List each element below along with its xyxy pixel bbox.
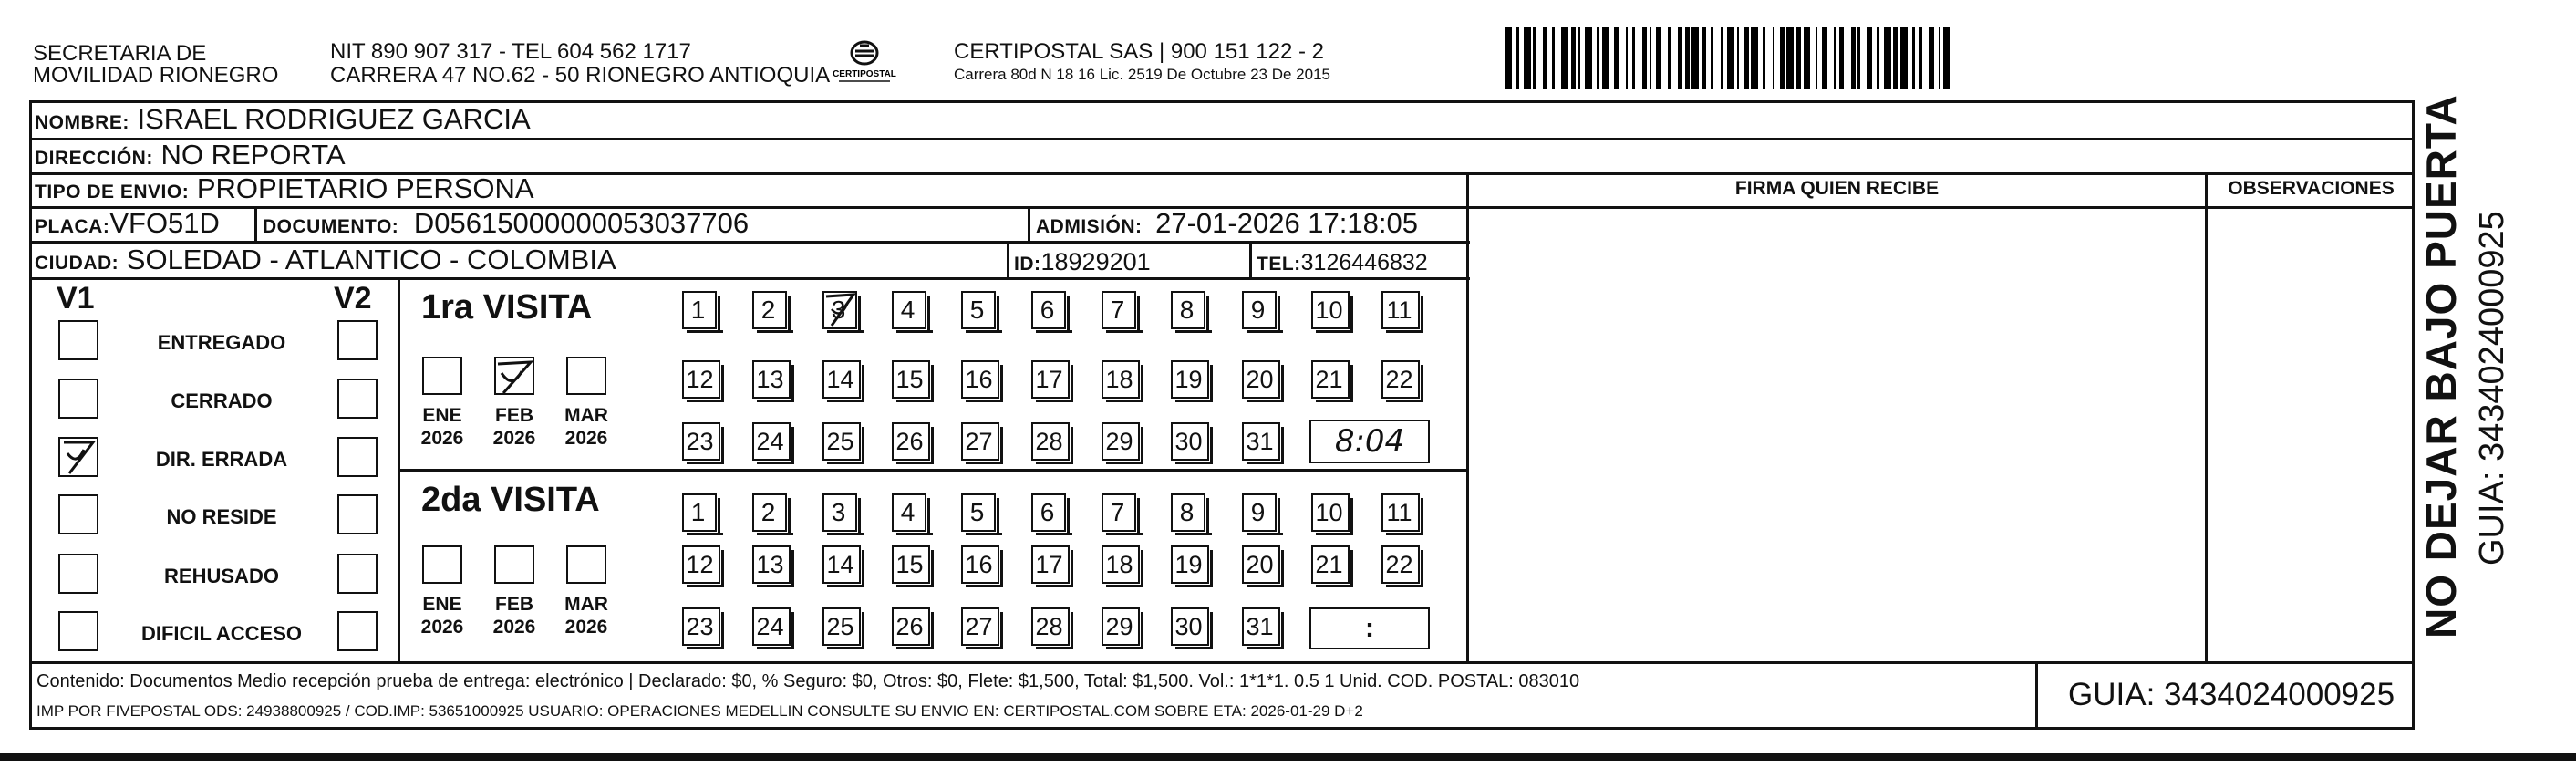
logo-text: CERTIPOSTAL <box>833 69 896 79</box>
v1-checkbox[interactable] <box>58 379 98 419</box>
day-box[interactable] <box>752 493 787 532</box>
day-number: 29 <box>1105 428 1133 455</box>
tel-value: 3126446832 <box>1300 250 1428 275</box>
tipo-label: TIPO DE ENVIO: <box>35 182 190 202</box>
day-box[interactable] <box>961 545 999 584</box>
day-box[interactable] <box>1171 493 1205 532</box>
placa-label: PLACA: <box>35 216 110 237</box>
admision-cell <box>1036 208 1418 243</box>
day-box[interactable] <box>1171 545 1209 584</box>
month-name: ENE <box>422 594 462 615</box>
month-year: 2026 <box>420 617 464 638</box>
direccion-label: DIRECCIÓN: <box>35 148 153 169</box>
day-box[interactable] <box>1381 493 1420 532</box>
day-number: 15 <box>895 551 924 578</box>
day-box[interactable] <box>1031 360 1070 399</box>
v1-header: V1 <box>57 281 95 316</box>
day-number: 13 <box>756 366 784 393</box>
tel-cell <box>1257 247 1428 280</box>
day-number: 12 <box>686 551 714 578</box>
month-year: 2026 <box>564 428 608 449</box>
admision-label: ADMISIÓN: <box>1036 216 1143 237</box>
day-box[interactable] <box>1031 545 1070 584</box>
day-box[interactable] <box>1102 493 1136 532</box>
status-option-label: CERRADO <box>171 389 273 412</box>
footer-contenido: Contenido: Documentos Medio recepción prueba de entrega: electrónico | Declarado: $0, % Seguro: $0, Otros: $0, Flete: $1,500, Total: $1,500. Vol.: 1*1*1. 0.5 1 Unid. COD. POSTAL: 083010 <box>36 671 1580 691</box>
day-number: 16 <box>965 551 993 578</box>
month-checkbox-mar[interactable] <box>566 357 606 395</box>
day-box[interactable] <box>682 493 717 532</box>
day-number: 5 <box>969 296 985 324</box>
month-checkbox-ene[interactable] <box>422 357 462 395</box>
day-number: 16 <box>965 366 993 393</box>
day-number: 4 <box>900 296 916 324</box>
day-number: 27 <box>965 613 993 640</box>
day-number: 8 <box>1179 498 1195 526</box>
day-number: 28 <box>1035 428 1063 455</box>
day-box[interactable] <box>1242 607 1280 646</box>
day-box[interactable] <box>1311 360 1350 399</box>
footer-imp: IMP POR FIVEPOSTAL ODS: 24938800925 / COD.IMP: 53651000925 USUARIO: OPERACIONES MEDELLIN CONSULTE SU ENVIO EN: CERTIPOSTAL.COM SOBRE ETA: 2026-01-29 D+2 <box>36 702 1363 720</box>
v2-checkbox[interactable] <box>337 320 378 360</box>
day-box[interactable] <box>682 360 720 399</box>
day-box[interactable] <box>682 607 720 646</box>
certipostal-logo <box>832 36 897 88</box>
day-box[interactable] <box>1242 360 1280 399</box>
day-box[interactable] <box>1171 360 1209 399</box>
ciudad-label: CIUDAD: <box>35 253 119 274</box>
v1-checkbox[interactable] <box>58 494 98 534</box>
day-number: 30 <box>1174 428 1203 455</box>
day-box[interactable] <box>961 493 996 532</box>
month-checkbox-mar[interactable] <box>566 545 606 584</box>
day-box[interactable] <box>1311 493 1350 532</box>
day-number: 14 <box>826 551 854 578</box>
day-box[interactable] <box>752 545 791 584</box>
day-number: 4 <box>900 498 916 526</box>
day-box[interactable] <box>892 291 926 329</box>
signature-area[interactable] <box>1472 212 2201 659</box>
day-number: 3 <box>831 296 846 324</box>
v2-checkbox[interactable] <box>337 437 378 477</box>
tel-label: TEL: <box>1257 254 1301 275</box>
day-check-mark <box>822 291 859 327</box>
day-box[interactable] <box>892 360 930 399</box>
day-number: 22 <box>1385 551 1413 578</box>
day-number: 26 <box>895 428 924 455</box>
day-box[interactable] <box>1381 291 1420 329</box>
day-box[interactable] <box>1031 493 1066 532</box>
day-box[interactable] <box>892 607 930 646</box>
day-box[interactable] <box>682 545 720 584</box>
day-box[interactable] <box>892 422 930 461</box>
day-box[interactable] <box>1102 545 1140 584</box>
day-number: 23 <box>686 428 714 455</box>
day-box[interactable] <box>822 360 861 399</box>
month-year: 2026 <box>564 617 608 638</box>
v1-checkbox[interactable] <box>58 554 98 594</box>
visit2-time-box[interactable] <box>1309 607 1430 649</box>
v2-header: V2 <box>334 281 372 316</box>
id-label: ID: <box>1014 254 1041 275</box>
day-box[interactable] <box>892 493 926 532</box>
day-box[interactable] <box>1242 493 1277 532</box>
status-option-label: DIFICIL ACCESO <box>140 622 302 645</box>
observations-area[interactable] <box>2210 212 2411 659</box>
day-number: 1 <box>690 498 706 526</box>
nombre-label: NOMBRE: <box>35 112 129 133</box>
day-number: 1 <box>690 296 706 324</box>
day-number: 29 <box>1105 613 1133 640</box>
day-number: 9 <box>1250 498 1266 526</box>
day-number: 25 <box>826 428 854 455</box>
day-number: 10 <box>1315 499 1343 526</box>
day-box[interactable] <box>1242 422 1280 461</box>
day-number: 6 <box>1040 498 1055 526</box>
v2-checkbox[interactable] <box>337 379 378 419</box>
day-box[interactable] <box>1031 607 1070 646</box>
direccion-row <box>35 140 346 174</box>
day-number: 31 <box>1246 613 1274 640</box>
status-option-label: REHUSADO <box>164 565 279 587</box>
nombre-value: ISRAEL RODRIGUEZ GARCIA <box>137 103 531 135</box>
day-box[interactable] <box>1102 291 1136 329</box>
day-box[interactable] <box>1242 291 1277 329</box>
day-box[interactable] <box>961 607 999 646</box>
id-value: 18929201 <box>1040 248 1151 275</box>
day-box[interactable] <box>1242 545 1280 584</box>
day-box[interactable] <box>1102 422 1140 461</box>
day-number: 2 <box>760 498 776 526</box>
day-box[interactable] <box>682 291 717 329</box>
vertical-guia: GUIA: 3434024000925 <box>2473 211 2511 566</box>
day-box[interactable] <box>822 493 857 532</box>
day-number: 22 <box>1385 366 1413 393</box>
day-box[interactable] <box>1031 291 1066 329</box>
v2-checkbox[interactable] <box>337 611 378 651</box>
month-checkbox-feb[interactable] <box>494 545 534 584</box>
admision-value: 27-01-2026 17:18:05 <box>1155 207 1418 239</box>
courier-address: Carrera 80d N 18 16 Lic. 2519 De Octubre 23 De 2015 <box>954 66 1330 83</box>
visit1-time: 8:04 <box>1334 423 1405 460</box>
day-number: 18 <box>1105 366 1133 393</box>
visit1-title: 1ra VISITA <box>421 288 593 327</box>
month-checkbox-feb[interactable] <box>494 357 534 395</box>
day-box[interactable] <box>752 607 791 646</box>
status-option-label: DIR. ERRADA <box>155 448 288 471</box>
month-name: FEB <box>495 405 533 426</box>
footer-guia: GUIA: 3434024000925 <box>2068 677 2395 712</box>
v2-checkbox[interactable] <box>337 554 378 594</box>
v1-checkbox[interactable] <box>58 437 98 477</box>
day-number: 13 <box>756 551 784 578</box>
v1-checkbox[interactable] <box>58 611 98 651</box>
day-box[interactable] <box>822 545 861 584</box>
id-cell <box>1014 246 1151 280</box>
day-box[interactable] <box>1171 607 1209 646</box>
day-number: 7 <box>1110 296 1125 324</box>
day-number: 8 <box>1179 296 1195 324</box>
day-box[interactable] <box>1381 545 1420 584</box>
day-number: 6 <box>1040 296 1055 324</box>
visit2-time: : <box>1365 613 1374 643</box>
direccion-value: NO REPORTA <box>160 139 346 171</box>
day-box[interactable] <box>1102 360 1140 399</box>
day-number: 18 <box>1105 551 1133 578</box>
day-number: 28 <box>1035 613 1063 640</box>
month-year: 2026 <box>492 428 536 449</box>
day-box[interactable] <box>961 291 996 329</box>
month-name: ENE <box>422 405 462 426</box>
documento-label: DOCUMENTO: <box>263 216 399 237</box>
day-number: 12 <box>686 366 714 393</box>
day-number: 11 <box>1386 296 1412 324</box>
day-box[interactable] <box>1031 422 1070 461</box>
month-name: MAR <box>564 405 608 426</box>
day-box[interactable] <box>682 422 720 461</box>
ciudad-cell <box>35 244 616 279</box>
tipo-value: PROPIETARIO PERSONA <box>196 172 534 204</box>
day-box[interactable] <box>822 422 861 461</box>
sender-name-line1: SECRETARIA DE <box>33 41 207 66</box>
month-year: 2026 <box>420 428 464 449</box>
ciudad-value: SOLEDAD - ATLANTICO - COLOMBIA <box>126 244 616 275</box>
day-number: 17 <box>1035 551 1063 578</box>
day-number: 20 <box>1246 366 1274 393</box>
day-number: 25 <box>826 613 854 640</box>
documento-cell <box>263 208 749 243</box>
day-number: 7 <box>1110 498 1125 526</box>
day-number: 11 <box>1386 499 1412 526</box>
day-number: 24 <box>756 613 784 640</box>
v1-checkbox[interactable] <box>58 320 98 360</box>
documento-value: D05615000000053037706 <box>413 207 750 239</box>
firma-quien-recibe-label: FIRMA QUIEN RECIBE <box>1734 178 1940 199</box>
courier-line1: CERTIPOSTAL SAS | 900 151 122 - 2 <box>954 39 1324 64</box>
day-number: 15 <box>895 366 924 393</box>
month-checkbox-ene[interactable] <box>422 545 462 584</box>
sender-name-line2: MOVILIDAD RIONEGRO <box>33 63 279 88</box>
day-number: 2 <box>760 296 776 324</box>
day-number: 5 <box>969 498 985 526</box>
day-box[interactable] <box>1381 360 1420 399</box>
day-number: 27 <box>965 428 993 455</box>
v2-checkbox[interactable] <box>337 494 378 534</box>
day-box[interactable] <box>822 291 857 329</box>
tipo-envio-row <box>35 173 534 208</box>
barcode <box>1505 27 2225 89</box>
month-name: MAR <box>564 594 608 615</box>
day-number: 26 <box>895 613 924 640</box>
day-box[interactable] <box>1311 545 1350 584</box>
placa-value: VFO51D <box>109 207 220 239</box>
day-number: 30 <box>1174 613 1203 640</box>
month-year: 2026 <box>492 617 536 638</box>
visit2-title: 2da VISITA <box>421 481 600 519</box>
day-number: 21 <box>1315 366 1343 393</box>
no-dejar-bajo-puerta: NO DEJAR BAJO PUERTA <box>2417 94 2465 638</box>
day-box[interactable] <box>1171 291 1205 329</box>
day-number: 24 <box>756 428 784 455</box>
day-number: 3 <box>831 498 846 526</box>
day-box[interactable] <box>752 291 787 329</box>
day-number: 14 <box>826 366 854 393</box>
sender-address: CARRERA 47 NO.62 - 50 RIONEGRO ANTIOQUIA <box>330 63 831 88</box>
day-number: 23 <box>686 613 714 640</box>
day-number: 20 <box>1246 551 1274 578</box>
day-number: 31 <box>1246 428 1274 455</box>
month-name: FEB <box>495 594 533 615</box>
day-box[interactable] <box>752 360 791 399</box>
nombre-row <box>35 104 531 139</box>
day-box[interactable] <box>1311 291 1350 329</box>
day-number: 17 <box>1035 366 1063 393</box>
day-number: 19 <box>1174 366 1203 393</box>
day-box[interactable] <box>961 422 999 461</box>
observaciones-label: OBSERVACIONES <box>2228 178 2395 199</box>
day-box[interactable] <box>892 545 930 584</box>
visit1-time-box[interactable] <box>1309 420 1430 463</box>
status-option-label: NO RESIDE <box>166 505 277 528</box>
day-number: 10 <box>1315 296 1343 324</box>
day-number: 19 <box>1174 551 1203 578</box>
day-number: 21 <box>1315 551 1343 578</box>
status-option-label: ENTREGADO <box>157 331 286 354</box>
day-number: 9 <box>1250 296 1266 324</box>
nit-line: NIT 890 907 317 - TEL 604 562 1717 <box>330 39 691 64</box>
day-box[interactable] <box>1171 422 1209 461</box>
day-box[interactable] <box>1102 607 1140 646</box>
day-box[interactable] <box>752 422 791 461</box>
day-box[interactable] <box>961 360 999 399</box>
placa-cell <box>35 208 220 243</box>
day-box[interactable] <box>822 607 861 646</box>
